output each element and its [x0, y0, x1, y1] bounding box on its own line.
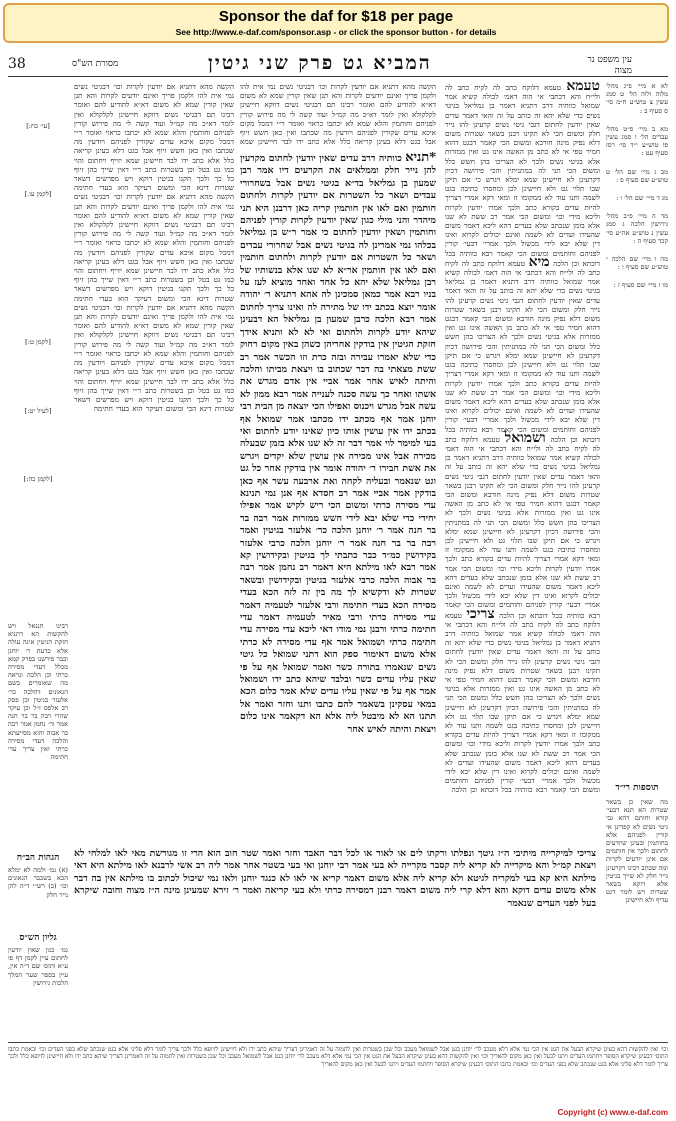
ein-mishpat-entry: לא א מיי׳ פ״ג מהל׳ מלוה ולוה הל׳ ט סמג עשין צ טוש״ע ח״מ סי׳ ס סעיף ב :: [606, 82, 668, 115]
tosafot-text: הקשה מהא דתניא אם יודעין לקרות וכו׳ דבגיטי נשים נמי אית להו ולקמן פריך ואינם יודעים לקרות והא תנן שאין קורין שמא לא משום דא״א להודיע להם ואומר רבינו תם דבגיטי נשים דווקא חיישינן לקלקולא ואין לומר דא״כ מה קמ״ל ועוד קשה לי מה פירוש קורין לפניהם וחותמין והלא שמא לא יכתבו כראוי ואומר ר״י דמכל מקום איכא עדים שקורין לפניהם ויודעין מה שכתבו ואין כאן חשש זיוף אבל בגט דלא בעינן קריאה כלל אלא כתב ידו לבד חיישינן שמא יזייף ויחתום והוי כמו גט בטל וכן בשטרות כתב ר״י דאין שייך בהן זיוף כל כך ולכך תקנו בגיטין דוקא ויש מפרשים דשאר שטרות דינא הכי ומשום דעיקר הוא בעדי חתימה: [74, 192, 234, 303]
sponsor-banner[interactable]: [3, 3, 669, 43]
tosafot-upper-strip: הקשה מהא דתניא אם יודעין לקרות וכו׳ דבגיטי נשים נמי אית להו ולקמן פריך ואינם יודעים לקרות והא תנן שאין קורין שמא לא משום דא״א להודיע להם ואומר רבינו תם דבגיטי נשים דווקא חיישינן לקלקולא ואין לומר דא״כ מה קמ״ל ועוד קשה לי מה פירוש קורין לפניהם וחותמין והלא שמא לא יכתבו כראוי ואומר ר״י דמכל מקום איכא עדים שקורין לפניהם ויודעין מה שכתבו ואין כאן חשש זיוף אבל בגט דלא בעינן קריאה כלל אלא כתב ידו לבד חיישינן שמא: [240, 82, 436, 147]
gilyon-label: גליון הש״ס: [19, 933, 57, 943]
ein-mishpat-column: [606, 82, 668, 412]
rashi-lead-word: מיא: [528, 253, 550, 270]
ein-mishpat-entry: מא ב מיי׳ פ״ט מהל׳ עבדים הל׳ ו סמג עשין פו טוש״ע י״ד סי׳ רסז סעיף עט :: [606, 124, 668, 158]
gilyon-text: גמ׳ כגון שאין יודעין לחתום עיין לקמן דף פו ע״א ותוס׳ שם ד״ה אין, עיין בספר שער המלך הלכות גירושין: [8, 946, 68, 987]
rashi-text: טעמא דלוקח כתב לה לקיח כתב לה ולי״ח והא דכתבי אי הוה דאמ׳ לכולה קשיא אמר שמואל כוותיה דרב דתניא דאמר בן גמליאל בגיטי נשים כדי שלא יהא זה כותב על זה והאי דאמר עדים שאין יודעין לחתום דגבי גיטי נשים קרעינן להו נייר חלק ומשום הכי לא תקינו רבנן בשאר שטרות משום דלא נפיק מינה חורבא ומשום הכי קאמר דבגט דהוא חמיר טפי אי לא כתב מן האשה אינו גט ואין ממזרות אלא בגיטי נשים ולכך לא הצריכו בהן חשש כלל ומשום הכי תני לה במתניתין והכי פירושה דכיון דקרעינן לא חיישינן שמא ימלא ויגרש כי אם תיקן שבו תלוי גט ולא חיישינן לכן ומחסרו כתיבה בגט לשמה ותנו עוד לא ממקומו זז ומאי דקא אמרי דצריך להיות עדים בקורא כתב ולכך אמרו יודעין לקרות וליכא מידי וכו׳ ומשום הכי אמר רב ששת לא שנו אלא בזמן שנכתב שלא בעדים דהא ליכא דאמר משום שהעידו ועדים לא לשמה ואינם יכולים לקרוא ואינו דין שלא יבא לידי מכשול ולכך אמרי׳ דבעי׳ קורין לפניהם וחותמים ומשום הכי קאמר רבא כוותיה בכל דוכתא וכן הלכה: [445, 83, 600, 268]
footnote-separator: [8, 1042, 668, 1043]
page-header: [8, 52, 668, 76]
rashi-lead-word: צריכי: [466, 605, 495, 622]
bottom-notes: [8, 1046, 668, 1102]
mesoret-ref: [לעיל יט:]: [24, 406, 52, 415]
mesoret-ref: [לקמן עו.]: [24, 190, 52, 199]
ein-mishpat-entry: מג ד מיי׳ שם הל׳ ו :: [616, 194, 668, 203]
rashi-column: [445, 82, 600, 942]
tosafot-column: [74, 82, 234, 842]
tosafot-rid-column: מה שאין כן בשאר שטרות הא תנא דבעי׳ קורא וחותם דהא גבי גיטי נשים לא קפדינן אי קורין לפניהם אלא בחותמין ובעינן שיודעים לחתום ולכך אין חותמים אם אינן יודעים לקרות ומה שכתב רבינו דקרעינן נייר חלק לא שייך בגיטין אלא דוקא בשאר שטרות ויש לומר דגט עדיף ולא חיישינן: [606, 798, 668, 905]
gemara-column: [240, 152, 436, 842]
ein-mishpat-label: עין משפט נר מצוה: [587, 55, 632, 76]
rashi-text: טעמא דלוקח כתב לה לקיח כתב לה ולי״ח והא דכתבי אי הוה דאמ׳ לכולה קשיא אמר שמואל כוותיה דרב דתניא דאמר בן גמליאל בגיטי נשים כדי שלא יהא זה כותב על זה והאי דאמר עדים שאין יודעין לחתום דגבי גיטי נשים קרעינן להו נייר חלק ומשום הכי לא תקינו רבנן בשאר שטרות משום דלא נפיק מינה חורבא ומשום הכי קאמר דבגט דהוא חמיר טפי אי לא כתב מן האשה אינו גט ואין ממזרות אלא בגיטי נשים ולכך לא הצריכו בהן חשש כלל ומשום הכי תני לה במתניתין והכי פירושה דכיון דקרעינן לא חיישינן שמא ימלא ויגרש כי אם תיקן שבו תלוי גט ולא חיישינן לכן ומחסרו כתיבה בגט לשמה ותנו עוד לא ממקומו זז ומאי דקא אמרי דצריך להיות עדים בקורא כתב ולכך אמרו יודעין לקרות וליכא מידי וכו׳ ומשום הכי אמר רב ששת לא שנו אלא בזמן שנכתב שלא בעדים דהא ליכא דאמר משום שהעידו ועדים לא לשמה ואינם יכולים לקרוא ואינו דין שלא יבא לידי מכשול ולכך אמרי׳ דבעי׳ קורין לפניהם וחותמים ומשום הכי קאמר רבא כוותיה בכל דוכתא וכן הלכה: [445, 434, 600, 620]
rashi-lead-word: ושמואל: [504, 429, 546, 446]
rashi-text: טעמא דלוקח כתב לה לקיח כתב לה ולי״ח והא דכתבי אי הוה דאמ׳ לכולה קשיא אמר שמואל כוותיה דרב דתניא דאמר בן גמליאל בגיטי נשים כדי שלא יהא זה כותב על זה והאי דאמר עדים שאין יודעין לחתום דגבי גיטי נשים קרעינן להו נייר חלק ומשום הכי לא תקינו רבנן בשאר שטרות משום דלא נפיק מינה חורבא ומשום הכי קאמר דבגט דהוא חמיר טפי אי לא כתב מן האשה אינו גט ואין ממזרות אלא בגיטי נשים ולכך לא הצריכו בהן חשש כלל ומשום הכי תני לה במתניתין והכי פירושה דכיון דקרעינן לא חיישינן שמא ימלא ויגרש כי אם תיקן שבו תלוי גט ולא חיישינן לכן ומחסרו כתיבה בגט לשמה ותנו עוד לא ממקומו זז ומאי דקא אמרי דצריך להיות עדים בקורא כתב ולכך אמרו יודעין לקרות וליכא מידי וכו׳ ומשום הכי אמר רב ששת לא שנו אלא בזמן שנכתב שלא בעדים דהא ליכא דאמר משום שהעידו ועדים לא לשמה ואינם יכולים לקרוא ואינו דין שלא יבא לידי מכשול ולכך אמרי׳ דבעי׳ קורין לפניהם וחותמים ומשום הכי קאמר רבא כוותיה בכל דוכתא וכן הלכה: [445, 258, 600, 444]
header-rule: [8, 76, 668, 77]
mesoret-column: [8, 82, 68, 602]
margin-notes: רבינו חננאל ויש להקשות הא דתניא חזקת הגיטין אינה עולה אלא כדעת ר׳ יוחנן וכבר פירשנו בפרק קמא מכלל דעדי מסירה כרתי וכן הלכה ונראה מה שאומרים בשם הגאונים דהלכה כר׳ אלעזר בגיטין וכן פסק רב אלפס ז״ל וכן עיקר שהרי רבה בר בר חנה אמר ור׳ נחמן אמר רבה בר אבוה והוא מסייעתא והלכה דעדי מסירה כרתי ואין צריך עדי חתימה: [8, 622, 68, 762]
hagahot-text: (א) גמ׳ ולמה לא ימלא הכא בשכבר הגאונים וכו׳ (ב) רש״י ד״ה להן נייר חלק: [8, 866, 68, 899]
mesoret-ref: [לקמן ט:]: [25, 338, 51, 347]
ein-mishpat-entry: מו ז מיי׳ שם סעיף ז :: [613, 281, 668, 290]
hagahot-label: הגהות הב״ח: [16, 853, 60, 863]
copyright-link[interactable]: Copyright (c) www.e-daf.com: [557, 1108, 668, 1117]
page-title: המביא גט פרק שני גיטין: [208, 52, 432, 74]
gemara-text: כוותיה דרב עדים שאין יודעין לחתום מקרעין להן נייר חלק וממלאים את הקרעים דיו אמר רבן שמעון בן גמליאל בד״א בגיטי נשים אבל בשחרורי עבדים ושאר כל השטרות אם יודעין לקרות ולחתום חותמין ואם לאו אין חותמין קריה כאן דרבנן היא תני מיהדר והני מילי כגון שאין יודעין לקרות קורין לפניהם וחותמין ושאין יודעין לחתום כי אמר ר״ש בן גמליאל בכלהו נמי אמרינן לה בגיטי נשים אבל שחרורי עבדים ושאר כל השטרות אם יודעין לקרות ולחתום חותמין ואם לאו אין חותמין אר״א לא שנו אלא בנשותיו של רבן גמליאל שלא יהא כל אחד ואחד מוציא לעז על בניו רבא אמר כמאן סמכינן לה אהא דתניא ר׳ יהודה אומר יוצא בכתב ידו של מתירה לה ואינו צריך לחתום אמר רבא הלכה כרבן שמעון בן גמליאל הא דבעינן שיהא יודע לקרות ולחתום ואי לא לא ותניא אידך חזקת הגיטין אין בודקין אחריהן כשהן באין מקום רחוק כדי שלא יאמרו עבירה ובזה כרת וזו הכשר אמר רב ששת מצאתי בה דבר שכתוב בו ויצאת מביתו והלכה והיתה לאיש אחר אמר אביי אין אדם מגרש את אשתו ואחר כך עשה סכנה לענייה אמר רבא ממון לא עשה אבל מגרש ויכנוס ואפילו הכי יוצאה מן הבית רבי יוחנן אמר אף מכתב ידו מכתבו אמר שמואל אף בכתב ידו אין עושין אותו כיון שאינו יודע לחתום ואי בעי למימר לוי אמר דבר זה לא שנו אלא בזמן שבעלה מכירה אבל אינו מכירה אין עושין שלא יקדים ויגרש את אשת חבירו ר׳ יהודה אומר אין בודקין אחר כל גט וגט שנאמר ובעליה לקחה ואת ארבעה עשר אף כאן בודקין אמר אביי אמר רב חסדא אף אנן נמי תנינא עדי מסירה כרתי ומשום הכי ריש לקיש אמר אפילו יחידי כדי שלא יבא לידי חשש ממזרות אמר רבה בר בר חנה אמר ר׳ יוחנן הלכה כר׳ אלעזר בגיטין ואמר רבה בר בר חנה אמר ר׳ יוחנן הלכה כרבי אלעזר בקידושין כמ״ד כבר כתבתי לך בגיטין ובקידושין קא אמר רבא לאו מילתא היא דאמר רב נחמן אמר רבה בר אבוה הלכה כרבי אלעזר בגיטין ובקידושין ובשאר שטרות לא ודקשיא לך מה בין זה לזה הכא בעדי מסירה הכא בעדי חתימה ורבי אלעזר לטעמיה דאמר עדי מסירה כרתי ורבי מאיר לטעמיה דאמר עדי חתימה כרתי ורבנן נמי מודו דאי ליכא עדי מסירה עדי חתימה כרתי ושמואל אמר אף עדי מסירה לא כרתי אלא משום דאימור ספק הוא דתני שמואל כל גיטי נשים שנאמרו בתורה כשר ואמר שמואל אף על פי שאין עליו עדים כשר ובלבד שיהא כתב ידו ושמואל אמר אף על פי שאין עליו עדים שלא אמר כלום הכא במאי עסקינן בשאמר להם כתבו ותנו וחזר ואמר אל תתנו הא לא מיבטל ליה אלא הא דקאמר אינו כלום ויצאת והיתה לאיש אחר: [240, 153, 436, 735]
mesoret-ref: [עי׳ כח:]: [26, 122, 50, 130]
ein-mishpat-entry: מד ה מיי׳ פ״ב מהל׳ גירושין הלכה ג סמג עשין נ טוש״ע אה״ע סי׳ קכד סעיף ה :: [606, 212, 668, 245]
rashi-lead-word: טעמא: [566, 82, 600, 94]
rashi-text: טעמא דלוקח כתב לה לקיח כתב לה ולי״ח והא דכתבי אי הוה דאמ׳ לכולה קשיא אמר שמואל כוותיה דרב דתניא דאמר בן גמליאל בגיטי נשים כדי שלא יהא זה כותב על זה והאי דאמר עדים שאין יודעין לחתום דגבי גיטי נשים קרעינן להו נייר חלק ומשום הכי לא תקינו רבנן בשאר שטרות משום דלא נפיק מינה חורבא ומשום הכי קאמר דבגט דהוא חמיר טפי אי לא כתב מן האשה אינו גט ואין ממזרות אלא בגיטי נשים ולכך לא הצריכו בהן חשש כלל ומשום הכי תני לה במתניתין והכי פירושה דכיון דקרעינן לא חיישינן שמא ימלא ויגרש כי אם תיקן שבו תלוי גט ולא חיישינן לכן ומחסרו כתיבה בגט לשמה ותנו עוד לא ממקומו זז ומאי דקא אמרי דצריך להיות עדים בקורא כתב ולכך אמרו יודעין לקרות וליכא מידי וכו׳ ומשום הכי אמר רב ששת לא שנו אלא בזמן שנכתב שלא בעדים דהא ליכא דאמר משום שהעידו ועדים לא לשמה ואינם יכולים לקרוא ואינו דין שלא יבא לידי מכשול ולכך אמרי׳ דבעי׳ קורין לפניהם וחותמים ומשום הכי קאמר רבא כוותיה בכל דוכתא וכן הלכה: [445, 610, 600, 795]
gemara-lead-word: *תניא: [405, 152, 436, 165]
tosafot-rid-label: תוספות רי״ד: [615, 783, 659, 793]
tosafot-text: הקשה מהא דתניא אם יודעין לקרות וכו׳ דבגיטי נשים נמי אית להו ולקמן פריך ואינם יודעים לקרות והא תנן שאין קורין שמא לא משום דא״א להודיע להם ואומר רבינו תם דבגיטי נשים דווקא חיישינן לקלקולא ואין לומר דא״כ מה קמ״ל ועוד קשה לי מה פירוש קורין לפניהם וחותמין והלא שמא לא יכתבו כראוי ואומר ר״י דמכל מקום איכא עדים שקורין לפניהם ויודעין מה שכתבו ואין כאן חשש זיוף אבל בגט דלא בעינן קריאה כלל אלא כתב ידו לבד חיישינן שמא יזייף ויחתום והוי כמו גט בטל וכן בשטרות כתב ר״י דאין שייך בהן זיוף כל כך ולכך תקנו בגיטין דוקא ויש מפרשים דשאר שטרות דינא הכי ומשום דעיקר הוא בעדי חתימה: [74, 302, 234, 414]
gemara-bottom-continuation: צריכי למיקרייה מיתיבי ה״ז גיטך ונפלתו ורקתו לים או לאור או לכל דבר האבד וחזר ואמר שטר חוב הוא הרי זו מגורשת מאי לאו למלחי לא ויצאת קמ״ל והא מיקרייה לא קריא ליה קסבר מקרייה לא בעי אמר רבי יוחנן ואי בעי בשטר אחר אמר ליה רב אשי לרבנא לאו מילתא היא דאי מילתא היא קא בעי למקריה לגיטא ולא קריא ליה אלא משום דאמר קריא אי לאו לא כנגד יוחנן ולאו נמי שיכול לכתוב בו מילתא אין בה דבר אלא משום עדים דוקא והא דלא קרי ליה משום דאמר רבנן דמסירה כרתי ולא בעי קריאה ואמר ר׳ זירא שמעינן מינה ה״ז מצוה וחובה שיקרא בעל לפני העדים שנאמר: [74, 848, 596, 909]
tosafot-text: הקשה מהא דתניא אם יודעין לקרות וכו׳ דבגיטי נשים נמי אית להו ולקמן פריך ואינם יודעים לקרות והא תנן שאין קורין שמא לא משום דא״א להודיע להם ואומר רבינו תם דבגיטי נשים דווקא חיישינן לקלקולא ואין לומר דא״כ מה קמ״ל ועוד קשה לי מה פירוש קורין לפניהם וחותמין והלא שמא לא יכתבו כראוי ואומר ר״י דמכל מקום איכא עדים שקורין לפניהם ויודעין מה שכתבו ואין כאן חשש זיוף אבל בגט דלא בעינן קריאה כלל אלא כתב ידו לבד חיישינן שמא יזייף ויחתום והוי כמו גט בטל וכן בשטרות כתב ר״י דאין שייך בהן זיוף כל כך ולכך תקנו בגיטין דוקא ויש מפרשים דשאר שטרות דינא הכי ומשום דעיקר הוא בעדי חתימה: [74, 82, 234, 193]
page-number: 38: [8, 56, 26, 72]
sponsor-title[interactable]: Sponsor the daf for $18 per page: [218, 8, 454, 25]
ein-mishpat-entry: מה ו מיי׳ שם הלכה י טוש״ע שם סעיף ו :: [606, 255, 668, 272]
mesoret-hashas-label: מסורת הש"ס: [72, 59, 119, 69]
sponsor-subtitle[interactable]: See http://www.e-daf.com/sponsor.asp - or click the sponsor button - for details: [175, 27, 497, 37]
bottom-notes-text: וכו׳ ואין להקשות דהא בעינן שיקרא הבעל את הגט אין הכי נמי אלא דלא מעכב לר׳ יוחנן בגט אבל לשמואל מעכב וכל שכן בשטרות ואין לתמוה על זה דאמרינן דצריך שיהא כתב ידו ולא חיישינן לזיופא כלל ולכך צריך לומר דלא פליגי אלא בגט שנכתב שלא בפני העדים וכו׳ ובאמת כתבו התוס׳ דבעינן שיקרא הסופר ויחתמו העדים ויתנו לבעל ואין כאן מקום להאריך: [8, 1053, 668, 1068]
mesoret-ref: [לקמן כה:]: [23, 474, 53, 483]
talmud-page: [8, 52, 668, 1108]
bottom-notes-text: וכו׳ ואין להקשות דהא בעינן שיקרא הבעל את הגט אין הכי נמי אלא דלא מעכב לר׳ יוחנן בגט אבל לשמואל מעכב וכל שכן בשטרות ואין לתמוה על זה דאמרינן דצריך שיהא כתב ידו ולא חיישינן לזיופא כלל ולכך צריך לומר דלא פליגי אלא בגט שנכתב שלא בפני העדים וכו׳ ובאמת כתבו התוס׳ דבעינן שיקרא הסופר ויחתמו העדים ויתנו לבעל ואין כאן מקום להאריך: [8, 1046, 668, 1061]
ein-mishpat-entry: מב ג מיי׳ שם הל׳ ט טוש״ע שם סעיף פ :: [606, 167, 668, 184]
